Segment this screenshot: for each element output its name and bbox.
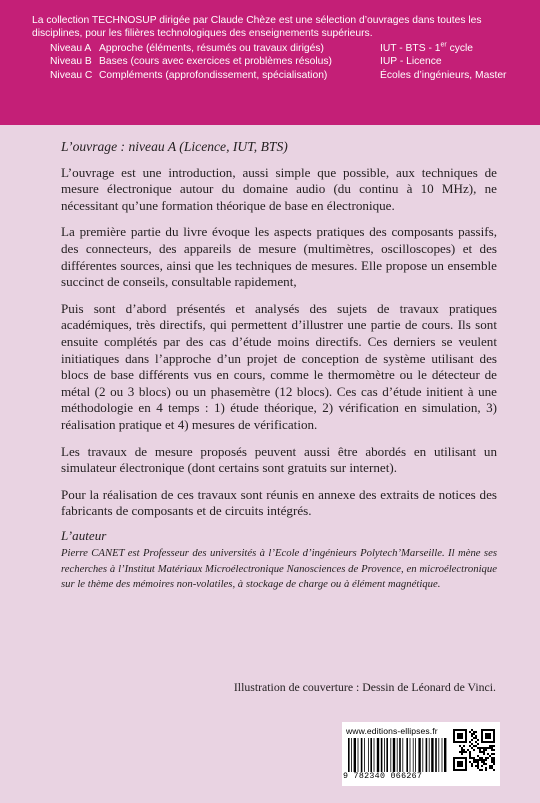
ouvrage-paragraph: La première partie du livre évoque les aspects pratiques des composants passifs, des connecteurs, des appareils de mesure (multimètres, oscilloscopes) et des différentes sources, ainsi que les techniques de mesures. Elle propose un ensemble succinct de conseils, consultable rapidement, xyxy=(61,224,497,290)
levels-list xyxy=(50,42,530,82)
author-bio: Pierre CANET est Professeur des universités à l’Ecole d’ingénieurs Polytech’Marseille. Il mène ses recherches à l’Institut Matériaux Microélectronique Nanosciences de Provence, en microélectronique sur le thème des mémoires non-volatiles, à stockage de charge ou à élément magnétique. xyxy=(61,547,497,590)
level-row xyxy=(50,55,530,68)
ouvrage-paragraph: Puis sont d’abord présentés et analysés des sujets de travaux pratiques académiques, très directifs, qui permettent d’illustrer une partie de cours. Ils sont ensuite complétés par des cas d’étude moins directifs. Ces derniers se veulent initiatiques dans l’approche d’un projet de conception de système utilisant des blocs de base différents vus en cours, comme le thermomètre ou le détecteur de métal (2 ou 3 blocs) ou un phasemètre (12 blocs). Ces cas d’étude initient à une méthodologie en 4 temps : 1) étude théorique, 2) vérification en simulation, 3) réalisation pratique et 4) mesures de vérification. xyxy=(61,300,497,432)
ouvrage-paragraph: L’ouvrage est une introduction, aussi simple que possible, aux techniques de mesure électronique autour du domaine audio (du continu à 10 MHz), ne nécessitant qu’une formation théorique de base en électronique. xyxy=(61,164,497,213)
back-cover-text xyxy=(61,139,497,592)
ouvrage-paragraph: Les travaux de mesure proposés peuvent aussi être abordés en utilisant un simulateur électronique (dont certains sont gratuits sur internet). xyxy=(61,443,497,476)
ouvrage-heading: L’ouvrage : niveau A (Licence, IUT, BTS) xyxy=(61,139,288,154)
isbn-barcode xyxy=(348,738,448,772)
collection-band xyxy=(0,0,540,125)
author-label: L’auteur xyxy=(61,527,107,543)
illustration-credit: Illustration de couverture : Dessin de Léonard de Vinci. xyxy=(233,680,496,694)
level-description: Approche (éléments, résumés ou travaux dirigés) xyxy=(99,42,324,54)
level-target: Écoles d’ingénieurs, Master xyxy=(380,69,507,81)
level-name: Niveau B xyxy=(50,56,92,68)
qr-code xyxy=(453,729,495,771)
collection-intro: La collection TECHNOSUP dirigée par Claude Chèze est une sélection d’ouvrages dans toutes les disciplines, pour les filières technologiques des enseignements supérieurs. xyxy=(32,15,482,40)
website-url: www.editions-ellipses.fr xyxy=(346,726,438,736)
level-target: IUP - Licence xyxy=(380,56,442,68)
isbn-digits: 9 782340 066267 xyxy=(343,772,423,781)
level-description: Compléments (approfondissement, spécialisation) xyxy=(99,69,328,81)
ouvrage-paragraph: Pour la réalisation de ces travaux sont réunis en annexe des extraits de notices des fabricants de composants et de circuits intégrés. xyxy=(61,486,497,519)
level-description: Bases (cours avec exercices et problèmes résolus) xyxy=(99,56,332,68)
level-name: Niveau C xyxy=(50,69,93,81)
level-row xyxy=(50,69,530,82)
level-target: IUT - BTS - 1er cycle xyxy=(380,41,474,54)
level-name: Niveau A xyxy=(50,42,92,54)
level-row xyxy=(50,42,530,55)
barcode-box xyxy=(342,722,500,786)
